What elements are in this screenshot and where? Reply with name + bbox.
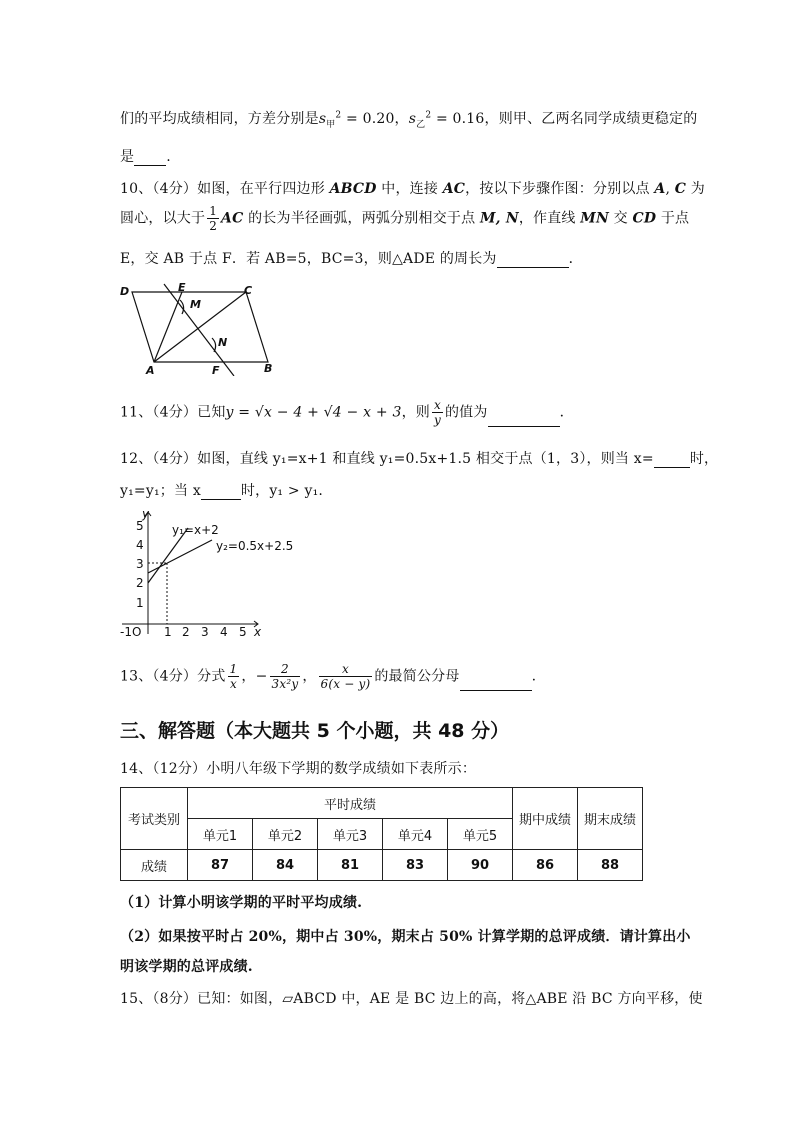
answer-blank <box>460 676 532 691</box>
label-n: N <box>218 336 228 349</box>
x-tick: 2 <box>182 625 190 639</box>
line-graph <box>116 506 316 640</box>
y-tick: 1 <box>136 596 144 610</box>
x-axis-label: x <box>254 625 262 639</box>
score-table <box>120 787 643 881</box>
score-cell: 84 <box>253 850 318 881</box>
row-label: 成绩 <box>121 850 188 881</box>
score-cell: 90 <box>448 850 513 881</box>
y-tick: 2 <box>136 576 144 590</box>
score-cell: 87 <box>188 850 253 881</box>
fraction-x-over-y: $\frac{x}{y}$ <box>433 398 441 427</box>
midterm-score: 86 <box>513 850 578 881</box>
line1-label: y₁=x+2 <box>172 523 219 537</box>
fraction-x-over-6xy: $\frac{x}{6(x - y)}$ <box>320 662 371 691</box>
unit-header: 单元2 <box>253 819 318 850</box>
unit-header: 单元1 <box>188 819 253 850</box>
answer-blank <box>134 151 166 166</box>
score-cell: 83 <box>383 850 448 881</box>
unit-header: 单元3 <box>318 819 383 850</box>
label-e: E <box>178 282 186 294</box>
q14-part1: （1）计算小明该学期的平时平均成绩. <box>120 895 363 911</box>
answer-blank <box>201 485 241 500</box>
y-tick: 4 <box>136 538 144 552</box>
fraction-2-over-3x2y: $\frac{2}{\text{3x²y}}$ <box>271 662 299 691</box>
q14-part2: （2）如果按平时占 20%，期中占 30%，期末占 50% 计算学期的总评成绩．请计算出小 <box>120 929 691 945</box>
answer-blank <box>654 453 690 468</box>
q9-line2: 是 . <box>120 149 171 165</box>
q10-line2: 圆心，以大于 $\frac{1}{2}$ AC 的长为半径画弧，两弧分别相交于点 M, N，作直线 MN 交 CD 于点 <box>120 204 690 233</box>
fraction-1-over-x: $\frac{1}{x}$ <box>229 662 238 691</box>
y-tick: 5 <box>136 519 144 533</box>
q14-part2-cont: 明该学期的总评成绩. <box>120 959 253 975</box>
label-a: A <box>146 364 155 376</box>
section-title: 三、解答题（本大题共 5 个小题，共 48 分） <box>120 720 510 742</box>
parallelogram-figure <box>116 282 286 376</box>
fraction-half: $\frac{1}{2}$ <box>209 204 218 233</box>
label-b: B <box>264 362 273 375</box>
q10-line1: 10、（4分）如图，在平行四边形 ABCD 中，连接 AC，按以下步骤作图：分别以点 A, C 为 <box>120 181 705 197</box>
header-final: 期末成绩 <box>578 788 643 850</box>
q14-intro: 14、（12分）小明八年级下学期的数学成绩如下表所示： <box>120 761 477 777</box>
q10-line3: E，交 AB 于点 F．若 AB=5，BC=3，则△ADE 的周长为 ． <box>120 251 583 267</box>
label-d: D <box>120 285 130 298</box>
x-tick: 3 <box>201 625 209 639</box>
answer-blank <box>488 412 560 427</box>
q12-line2: y₁=y₁；当 x 时，y₁ > y₁. <box>120 483 324 499</box>
q15-line: 15、（8分）已知：如图，▱ABCD 中，AE 是 BC 边上的高，将△ABE 沿 BC 方向平移，使 <box>120 991 703 1007</box>
q13-line: 13、（4分）分式 $\frac{1}{x}$ ，− $\frac{2}{\text{3x²y}}$ ， $\frac{x}{6(x - y)}$ 的最简公分母 . <box>120 662 537 691</box>
unit-header: 单元4 <box>383 819 448 850</box>
header-regular: 平时成绩 <box>188 788 513 819</box>
q12-line1: 12、（4分）如图，直线 y₁=x+1 和直线 y₁=0.5x+1.5 相交于点（1，3），则当 x= 时， <box>120 451 719 467</box>
answer-blank <box>497 253 569 268</box>
x-tick: 4 <box>220 625 228 639</box>
origin-label: -1O <box>120 625 142 639</box>
q9-line1: 们的平均成绩相同，方差分别是$s_甲^2 = 0.20$，$s_乙^2 = 0.16$，则甲、乙两名同学成绩更稳定的 <box>120 110 698 130</box>
header-category: 考试类别 <box>121 788 188 850</box>
q11-line: 11、（4分）已知y = √x − 4 + √4 − x + 3，则 $\frac{x}{y}$ 的值为 ． <box>120 398 574 427</box>
label-c: C <box>244 284 253 297</box>
score-cell: 81 <box>318 850 383 881</box>
y-axis-label: y <box>142 507 150 521</box>
header-midterm: 期中成绩 <box>513 788 578 850</box>
final-score: 88 <box>578 850 643 881</box>
label-f: F <box>212 364 220 376</box>
y-tick: 3 <box>136 557 144 571</box>
unit-header: 单元5 <box>448 819 513 850</box>
label-m: M <box>190 298 201 311</box>
x-tick: 1 <box>164 625 172 639</box>
line2-label: y₂=0.5x+2.5 <box>216 539 294 553</box>
x-tick: 5 <box>239 625 247 639</box>
